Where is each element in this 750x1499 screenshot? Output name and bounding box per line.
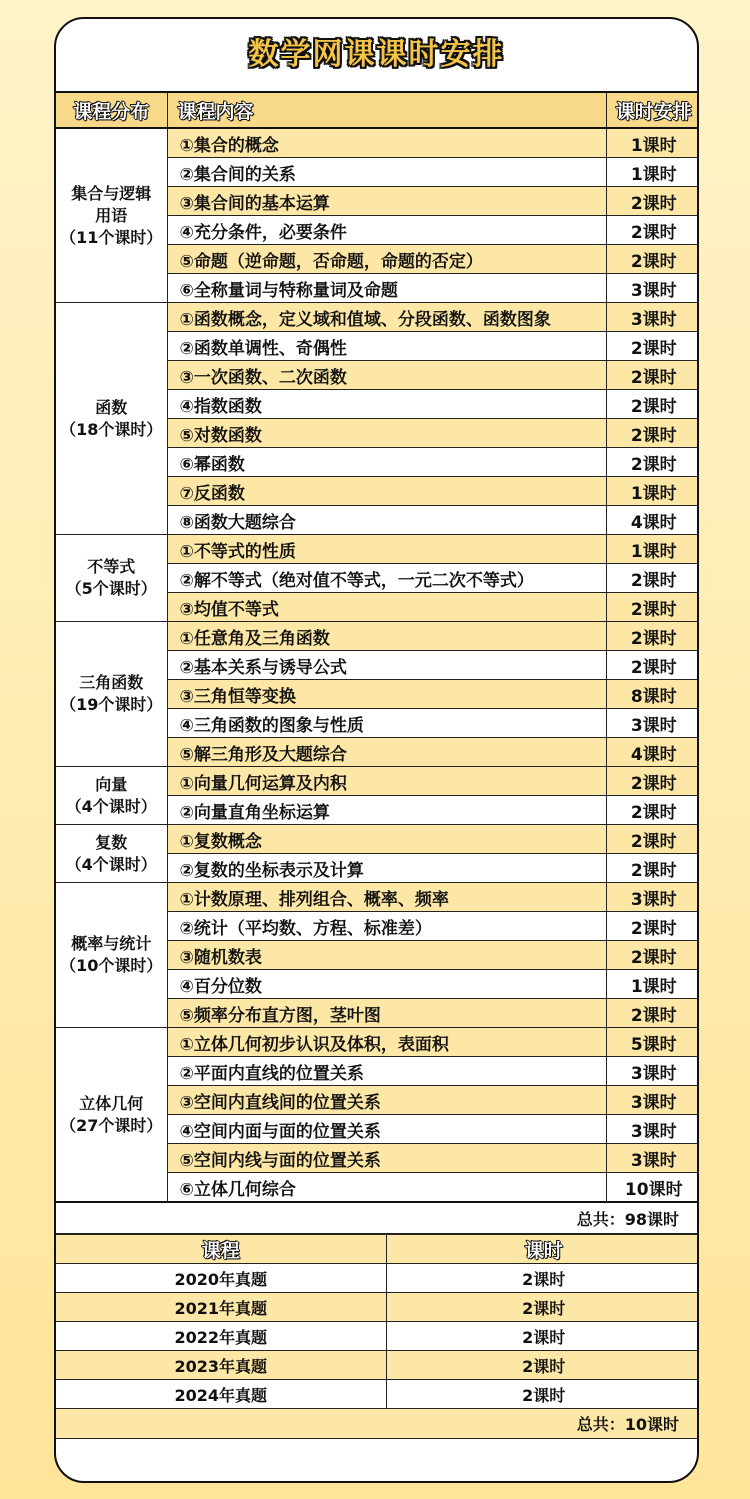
lesson-content-cell: ⑧函数大题综合	[167, 506, 606, 535]
exam-row	[56, 1380, 699, 1409]
header-course-category: 课程分布	[56, 92, 167, 128]
exam-header-row	[56, 1235, 699, 1264]
lesson-hours-cell: 3课时	[606, 274, 699, 303]
lesson-content-cell: ①不等式的性质	[167, 535, 606, 564]
lesson-content-cell: ③集合间的基本运算	[167, 187, 606, 216]
exam-row	[56, 1351, 699, 1380]
lesson-content-cell: ②函数单调性、奇偶性	[167, 332, 606, 361]
lesson-hours-cell: 2课时	[606, 419, 699, 448]
lesson-content-cell: ①任意角及三角函数	[167, 622, 606, 651]
lesson-hours-cell: 10课时	[606, 1173, 699, 1203]
lesson-hours-cell: 3课时	[606, 1086, 699, 1115]
lesson-hours-cell: 2课时	[606, 564, 699, 593]
header-course-hours: 课时安排	[606, 92, 699, 128]
lesson-content-cell: ⑤空间内线与面的位置关系	[167, 1144, 606, 1173]
exam-course-cell: 2023年真题	[56, 1351, 386, 1380]
lesson-content-cell: ②平面内直线的位置关系	[167, 1057, 606, 1086]
lesson-hours-cell: 3课时	[606, 883, 699, 912]
exam-course-cell: 2020年真题	[56, 1264, 386, 1293]
lesson-hours-cell: 4课时	[606, 506, 699, 535]
lesson-content-cell: ①函数概念，定义域和值域、分段函数、函数图象	[167, 303, 606, 332]
lesson-content-cell: ④充分条件，必要条件	[167, 216, 606, 245]
exam-row	[56, 1264, 699, 1293]
category-cell: 向量 （4个课时）	[56, 767, 167, 825]
table-row	[56, 825, 699, 854]
lesson-hours-cell: 1课时	[606, 158, 699, 187]
lesson-hours-cell: 2课时	[606, 448, 699, 477]
table-row	[56, 883, 699, 912]
exam-row	[56, 1322, 699, 1351]
lesson-content-cell: ②向量直角坐标运算	[167, 796, 606, 825]
exam-header-hours: 课时	[386, 1235, 699, 1264]
lesson-content-cell: ⑥幂函数	[167, 448, 606, 477]
table-row	[56, 128, 699, 158]
table-row	[56, 622, 699, 651]
table-row	[56, 767, 699, 796]
lesson-content-cell: ⑥全称量词与特称量词及命题	[167, 274, 606, 303]
lesson-hours-cell: 1课时	[606, 477, 699, 506]
total-hours: 总共：98课时	[56, 1202, 699, 1234]
lesson-hours-cell: 2课时	[606, 216, 699, 245]
lesson-content-cell: ⑦反函数	[167, 477, 606, 506]
lesson-hours-cell: 3课时	[606, 709, 699, 738]
lesson-hours-cell: 2课时	[606, 187, 699, 216]
lesson-content-cell: ⑤命题（逆命题，否命题，命题的否定）	[167, 245, 606, 274]
lesson-content-cell: ⑤对数函数	[167, 419, 606, 448]
lesson-content-cell: ②统计（平均数、方程、标准差）	[167, 912, 606, 941]
lesson-content-cell: ①立体几何初步认识及体积，表面积	[167, 1028, 606, 1057]
lesson-content-cell: ④空间内面与面的位置关系	[167, 1115, 606, 1144]
table-row	[56, 303, 699, 332]
lesson-hours-cell: 1课时	[606, 970, 699, 999]
lesson-content-cell: ②复数的坐标表示及计算	[167, 854, 606, 883]
lesson-hours-cell: 3课时	[606, 1144, 699, 1173]
lesson-hours-cell: 5课时	[606, 1028, 699, 1057]
exam-course-cell: 2021年真题	[56, 1293, 386, 1322]
header-course-content: 课程内容	[167, 92, 606, 128]
lesson-content-cell: ④三角函数的图象与性质	[167, 709, 606, 738]
lesson-hours-cell: 2课时	[606, 999, 699, 1028]
exam-hours-cell: 2课时	[386, 1380, 699, 1409]
lesson-content-cell: ①集合的概念	[167, 128, 606, 158]
lesson-content-cell: ③空间内直线间的位置关系	[167, 1086, 606, 1115]
exam-hours-cell: 2课时	[386, 1322, 699, 1351]
exam-header-course: 课程	[56, 1235, 386, 1264]
lesson-hours-cell: 2课时	[606, 390, 699, 419]
lesson-hours-cell: 3课时	[606, 1115, 699, 1144]
exam-total-hours: 总共：10课时	[56, 1409, 699, 1439]
exam-row	[56, 1293, 699, 1322]
schedule-card	[54, 17, 699, 1483]
lesson-content-cell: ②解不等式（绝对值不等式，一元二次不等式）	[167, 564, 606, 593]
category-cell: 不等式 （5个课时）	[56, 535, 167, 622]
course-table	[56, 91, 699, 1234]
lesson-hours-cell: 2课时	[606, 912, 699, 941]
exam-table	[56, 1234, 699, 1439]
category-cell: 函数 （18个课时）	[56, 303, 167, 535]
total-row	[56, 1202, 699, 1234]
lesson-content-cell: ②基本关系与诱导公式	[167, 651, 606, 680]
exam-course-cell: 2022年真题	[56, 1322, 386, 1351]
lesson-hours-cell: 1课时	[606, 128, 699, 158]
lesson-hours-cell: 2课时	[606, 767, 699, 796]
exam-hours-cell: 2课时	[386, 1264, 699, 1293]
lesson-content-cell: ④指数函数	[167, 390, 606, 419]
lesson-hours-cell: 2课时	[606, 593, 699, 622]
lesson-content-cell: ①计数原理、排列组合、概率、频率	[167, 883, 606, 912]
lesson-content-cell: ⑤解三角形及大题综合	[167, 738, 606, 767]
lesson-hours-cell: 2课时	[606, 796, 699, 825]
lesson-content-cell: ①向量几何运算及内积	[167, 767, 606, 796]
lesson-content-cell: ②集合间的关系	[167, 158, 606, 187]
exam-hours-cell: 2课时	[386, 1351, 699, 1380]
lesson-content-cell: ④百分位数	[167, 970, 606, 999]
category-cell: 立体几何 （27个课时）	[56, 1028, 167, 1203]
lesson-content-cell: ③三角恒等变换	[167, 680, 606, 709]
category-cell: 三角函数 （19个课时）	[56, 622, 167, 767]
lesson-hours-cell: 2课时	[606, 622, 699, 651]
lesson-content-cell: ①复数概念	[167, 825, 606, 854]
category-cell: 集合与逻辑 用语 （11个课时）	[56, 128, 167, 303]
table-row	[56, 1028, 699, 1057]
lesson-content-cell: ③随机数表	[167, 941, 606, 970]
category-cell: 概率与统计 （10个课时）	[56, 883, 167, 1028]
exam-total-row	[56, 1409, 699, 1439]
page-title: 数学网课课时安排	[248, 37, 505, 72]
exam-course-cell: 2024年真题	[56, 1380, 386, 1409]
lesson-hours-cell: 4课时	[606, 738, 699, 767]
lesson-hours-cell: 2课时	[606, 941, 699, 970]
lesson-content-cell: ③均值不等式	[167, 593, 606, 622]
exam-hours-cell: 2课时	[386, 1293, 699, 1322]
lesson-hours-cell: 3课时	[606, 303, 699, 332]
lesson-hours-cell: 2课时	[606, 361, 699, 390]
lesson-hours-cell: 2课时	[606, 825, 699, 854]
lesson-hours-cell: 2课时	[606, 651, 699, 680]
lesson-hours-cell: 8课时	[606, 680, 699, 709]
category-cell: 复数 （4个课时）	[56, 825, 167, 883]
table-row	[56, 535, 699, 564]
lesson-hours-cell: 2课时	[606, 854, 699, 883]
lesson-content-cell: ⑤频率分布直方图，茎叶图	[167, 999, 606, 1028]
table-header-row	[56, 92, 699, 128]
lesson-hours-cell: 2课时	[606, 245, 699, 274]
lesson-content-cell: ⑥立体几何综合	[167, 1173, 606, 1203]
lesson-hours-cell: 1课时	[606, 535, 699, 564]
lesson-hours-cell: 3课时	[606, 1057, 699, 1086]
lesson-hours-cell: 2课时	[606, 332, 699, 361]
lesson-content-cell: ③一次函数、二次函数	[167, 361, 606, 390]
card-footer-space	[56, 1439, 697, 1483]
